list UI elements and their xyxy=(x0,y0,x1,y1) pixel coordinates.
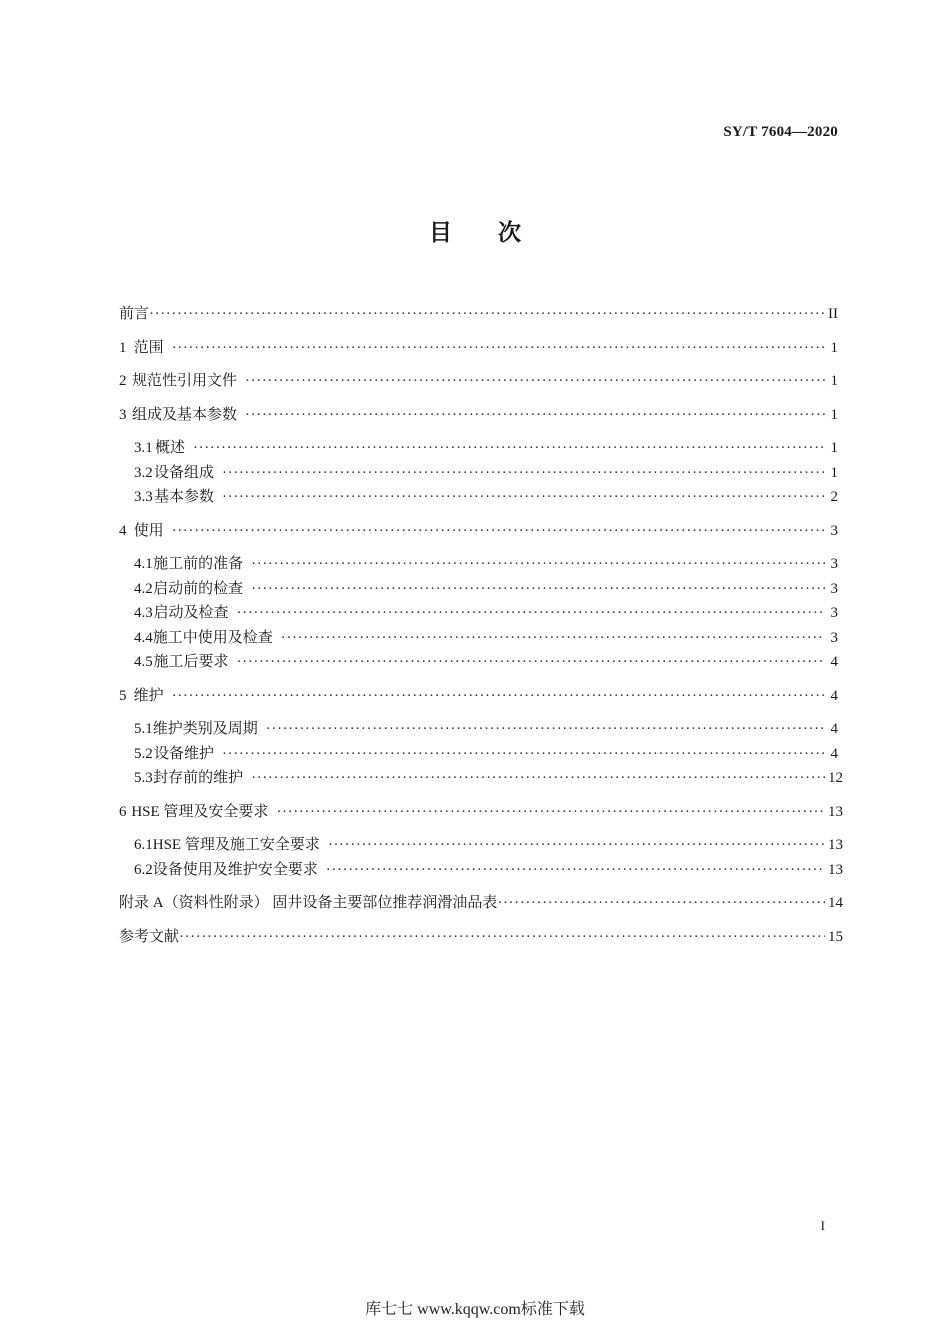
toc-entry[interactable] xyxy=(119,403,838,428)
toc-entry-page: 3 xyxy=(830,556,838,572)
toc-entry-label: 维护类别及周期 xyxy=(152,721,258,737)
toc-entry-label: HSE 管理及安全要求 xyxy=(131,803,269,820)
toc-entry-number: 3 xyxy=(119,406,127,423)
toc-entry-page: 13 xyxy=(828,803,843,820)
toc-entry-number: 4.2 xyxy=(134,580,153,597)
toc-entry-label: 设备组成 xyxy=(154,464,215,481)
toc-dot-leader xyxy=(276,800,825,825)
toc-entry-number: 3.1 xyxy=(134,440,153,456)
toc-entry-number: 4.1 xyxy=(134,556,153,572)
toc-entry-page: 4 xyxy=(830,721,838,737)
toc-entry[interactable] xyxy=(119,858,843,883)
toc-entry-page: 13 xyxy=(828,861,843,878)
toc-entry-label: 设备使用及维护安全要求 xyxy=(152,861,318,878)
toc-entry-label: 参考文献 xyxy=(119,928,180,945)
toc-entry-label: 使用 xyxy=(133,522,164,539)
toc-entry-label: 施工后要求 xyxy=(153,654,229,670)
standard-code: SY/T 7604—2020 xyxy=(723,124,838,140)
toc-dot-leader xyxy=(251,552,825,577)
toc-dot-leader xyxy=(172,519,825,544)
toc-dot-leader xyxy=(251,766,825,791)
toc-entry[interactable] xyxy=(119,552,838,577)
toc-dot-leader xyxy=(497,891,825,916)
toc-dot-leader xyxy=(237,650,825,675)
toc-entry-page: II xyxy=(828,306,838,322)
toc-dot-leader xyxy=(237,601,825,626)
toc-entry[interactable] xyxy=(119,369,838,394)
toc-entry-label: 施工中使用及检查 xyxy=(152,629,273,646)
toc-entry-page: 1 xyxy=(830,440,838,456)
toc-entry-number: 3.2 xyxy=(134,464,153,481)
toc-dot-leader xyxy=(251,577,825,602)
page-number: I xyxy=(820,1218,825,1233)
toc-entry-number: 5.1 xyxy=(134,721,153,737)
toc-entry-page: 2 xyxy=(830,489,838,505)
toc-entry-number: 4.5 xyxy=(134,654,153,670)
toc-entry-label: 概述 xyxy=(155,440,186,456)
toc-entry[interactable] xyxy=(119,925,843,950)
toc-dot-leader xyxy=(326,858,825,883)
toc-entry-number: 4.3 xyxy=(134,605,153,621)
toc-dot-leader xyxy=(328,833,825,858)
toc-dot-leader xyxy=(222,485,825,510)
toc-entry[interactable] xyxy=(119,650,838,675)
toc-entry-label: HSE 管理及施工安全要求 xyxy=(152,837,320,853)
toc-entry-number: 6.2 xyxy=(134,861,153,878)
toc-entry-label: 维护 xyxy=(133,687,164,704)
toc-dot-leader xyxy=(172,336,825,361)
table-of-contents xyxy=(119,302,843,949)
toc-entry-label: 规范性引用文件 xyxy=(132,373,238,389)
toc-entry-page: 1 xyxy=(830,339,838,356)
toc-dot-leader xyxy=(266,717,825,742)
toc-dot-leader xyxy=(245,369,825,394)
toc-entry[interactable] xyxy=(119,302,838,327)
toc-entry-number: 5 xyxy=(119,687,127,704)
toc-entry-number: 4.4 xyxy=(134,629,153,646)
toc-entry-number: 2 xyxy=(119,373,127,389)
toc-entry[interactable] xyxy=(119,742,838,767)
toc-entry[interactable] xyxy=(119,800,843,825)
toc-dot-leader xyxy=(222,742,825,767)
toc-entry-page: 3 xyxy=(830,580,838,597)
toc-entry-page: 4 xyxy=(830,654,838,670)
toc-entry-page: 1 xyxy=(830,373,838,389)
toc-entry-page: 1 xyxy=(830,406,838,423)
toc-entry[interactable] xyxy=(119,519,838,544)
toc-entry-page: 1 xyxy=(830,464,838,481)
toc-entry-label: 组成及基本参数 xyxy=(132,406,238,423)
toc-entry-page: 13 xyxy=(828,837,843,853)
toc-entry-label: 前言 xyxy=(119,306,150,322)
toc-entry-page: 4 xyxy=(830,687,838,704)
toc-entry-page: 3 xyxy=(830,522,838,539)
toc-entry-page: 3 xyxy=(830,629,838,646)
toc-entry-number: 5.3 xyxy=(134,770,153,786)
toc-entry-label: 封存前的维护 xyxy=(153,770,244,786)
toc-entry[interactable] xyxy=(119,684,838,709)
toc-dot-leader xyxy=(193,436,825,461)
toc-entry[interactable] xyxy=(119,461,838,486)
toc-entry-number: 4 xyxy=(119,522,127,539)
toc-entry[interactable] xyxy=(119,601,838,626)
toc-entry-label: 基本参数 xyxy=(154,489,215,505)
page-title: 目次 xyxy=(429,220,567,246)
toc-entry-page: 4 xyxy=(830,745,838,762)
toc-entry-number: 1 xyxy=(119,339,127,356)
toc-entry-number: 3.3 xyxy=(134,489,153,505)
toc-entry[interactable] xyxy=(119,577,838,602)
toc-entry[interactable] xyxy=(119,336,838,361)
toc-dot-leader xyxy=(245,403,825,428)
toc-entry[interactable] xyxy=(119,626,838,651)
toc-entry[interactable] xyxy=(119,833,843,858)
toc-entry-label: 启动前的检查 xyxy=(153,580,244,597)
toc-entry-page: 15 xyxy=(828,928,843,945)
toc-entry[interactable] xyxy=(119,436,838,461)
toc-entry-page: 3 xyxy=(830,605,838,621)
toc-entry[interactable] xyxy=(119,891,843,916)
toc-dot-leader xyxy=(222,461,825,486)
toc-entry-page: 12 xyxy=(828,770,843,786)
toc-entry[interactable] xyxy=(119,485,838,510)
toc-entry-number: 6 xyxy=(119,803,127,820)
toc-entry-label: 附录 A（资料性附录） 固井设备主要部位推荐润滑油品表 xyxy=(119,895,498,911)
toc-dot-leader xyxy=(281,626,825,651)
toc-entry-page: 14 xyxy=(828,895,843,911)
toc-dot-leader xyxy=(172,684,825,709)
toc-entry-number: 5.2 xyxy=(134,745,153,762)
toc-entry[interactable] xyxy=(119,766,843,791)
toc-entry[interactable] xyxy=(119,717,838,742)
watermark-text: 库七七 www.kqqw.com标准下载 xyxy=(365,1301,585,1318)
toc-dot-leader xyxy=(149,302,825,327)
toc-dot-leader xyxy=(179,925,825,950)
toc-entry-number: 6.1 xyxy=(134,837,153,853)
toc-entry-label: 施工前的准备 xyxy=(153,556,244,572)
toc-entry-label: 范围 xyxy=(133,339,164,356)
toc-entry-label: 启动及检查 xyxy=(153,605,229,621)
toc-entry-label: 设备维护 xyxy=(154,745,215,762)
